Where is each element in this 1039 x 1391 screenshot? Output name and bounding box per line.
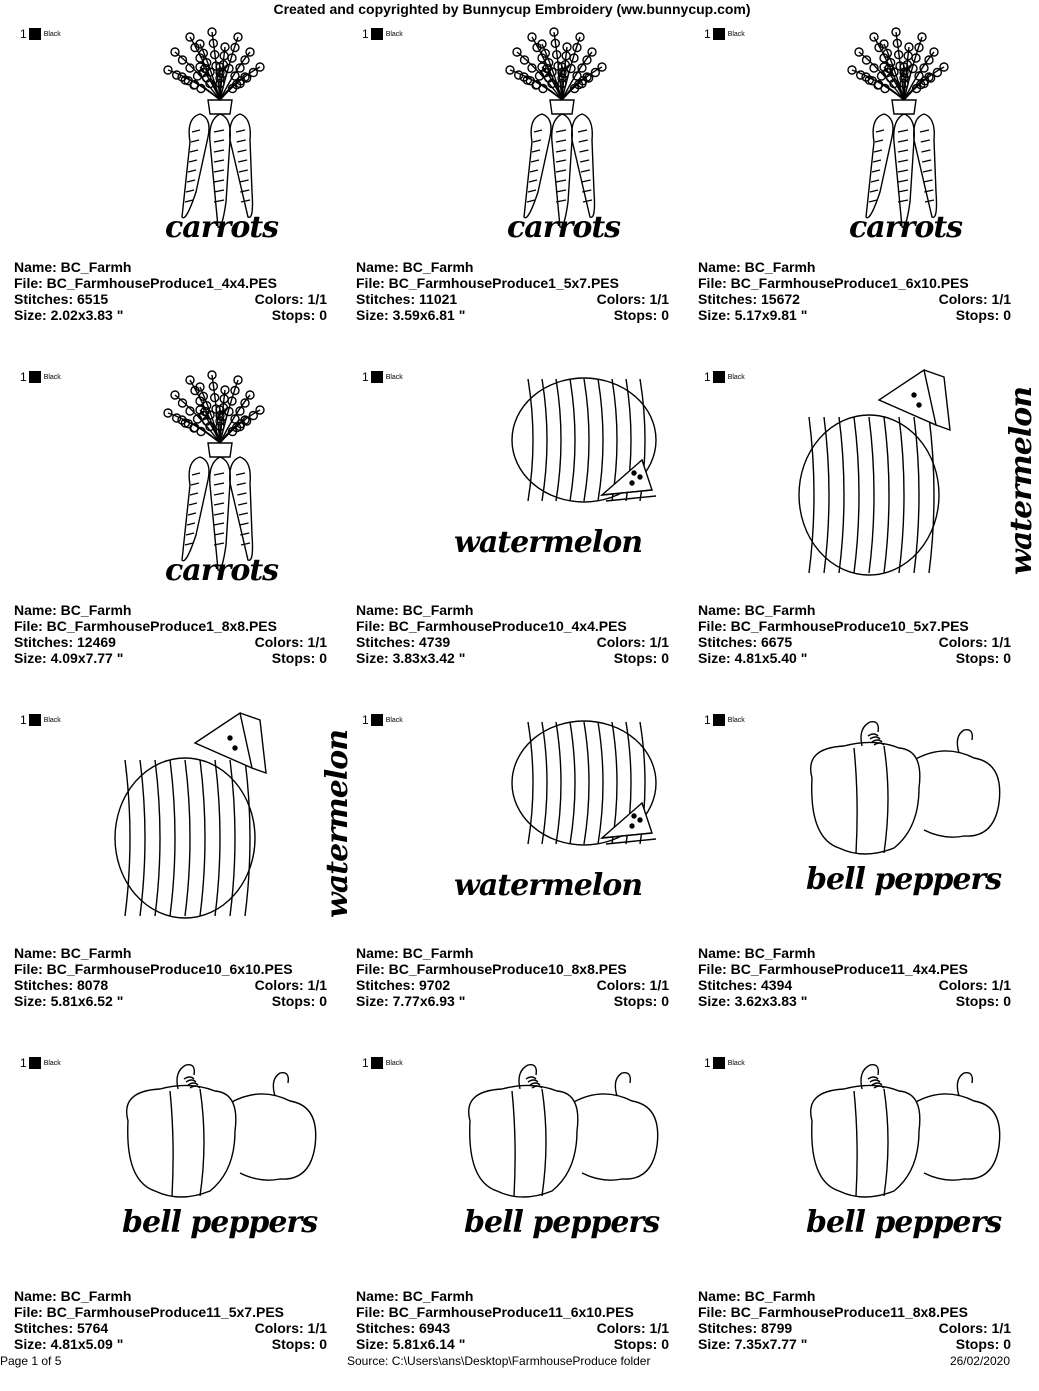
thread-color-name: Black	[43, 30, 61, 38]
thread-color-name: Black	[43, 1059, 61, 1067]
color-count: Colors: 1/1	[938, 1320, 1011, 1336]
design-size: Size: 3.59x6.81 "	[356, 307, 466, 323]
design-grid	[0, 22, 1039, 1352]
design-info	[698, 259, 1011, 323]
design-card	[684, 708, 1024, 1048]
thread-number: 1	[20, 27, 27, 41]
watermelon-h-illustration	[442, 708, 682, 938]
stitch-count: Stitches: 8078	[14, 977, 109, 993]
thread-color-tag	[362, 713, 403, 727]
design-card	[684, 365, 1039, 705]
peppers-illustration	[442, 1051, 682, 1281]
design-name: Name: BC_Farmh	[698, 1288, 816, 1304]
design-file: File: BC_FarmhouseProduce10_8x8.PES	[356, 961, 627, 977]
design-caption: bell peppers	[122, 1205, 318, 1240]
thread-number: 1	[704, 370, 711, 384]
design-size: Size: 7.77x6.93 "	[356, 993, 466, 1009]
design-caption: carrots	[165, 210, 279, 245]
design-info	[356, 602, 669, 666]
design-info	[14, 945, 327, 1009]
design-name: Name: BC_Farmh	[356, 602, 474, 618]
design-size: Size: 5.81x6.52 "	[14, 993, 124, 1009]
design-caption: watermelon	[1004, 386, 1039, 575]
thread-color-name: Black	[385, 373, 403, 381]
design-card	[684, 1051, 1024, 1391]
thread-number: 1	[362, 27, 369, 41]
color-swatch	[371, 1057, 383, 1069]
design-caption: bell peppers	[806, 1205, 1002, 1240]
source-path: Source: C:\Users\ans\Desktop\FarmhouseProduce folder	[347, 1354, 651, 1368]
color-count: Colors: 1/1	[254, 1320, 327, 1336]
color-count: Colors: 1/1	[938, 634, 1011, 650]
design-card	[342, 365, 682, 705]
design-caption: bell peppers	[464, 1205, 660, 1240]
design-caption: watermelon	[320, 729, 355, 918]
design-size: Size: 4.09x7.77 "	[14, 650, 124, 666]
thread-number: 1	[20, 1056, 27, 1070]
design-name: Name: BC_Farmh	[356, 1288, 474, 1304]
thread-number: 1	[704, 27, 711, 41]
thread-color-tag	[704, 713, 745, 727]
stitch-count: Stitches: 6943	[356, 1320, 451, 1336]
watermelon-v-illustration	[100, 708, 340, 938]
color-swatch	[29, 1057, 41, 1069]
design-card	[684, 22, 1024, 362]
design-size: Size: 5.17x9.81 "	[698, 307, 808, 323]
thread-number: 1	[362, 1056, 369, 1070]
color-swatch	[713, 28, 725, 40]
thread-color-tag	[20, 1056, 61, 1070]
design-file: File: BC_FarmhouseProduce11_8x8.PES	[698, 1304, 968, 1320]
design-name: Name: BC_Farmh	[698, 602, 816, 618]
design-name: Name: BC_Farmh	[698, 945, 816, 961]
print-date: 26/02/2020	[949, 1354, 1010, 1368]
color-count: Colors: 1/1	[938, 977, 1011, 993]
design-info	[698, 945, 1011, 1009]
color-swatch	[29, 714, 41, 726]
watermelon-v-illustration	[784, 365, 1024, 595]
stitch-count: Stitches: 11021	[356, 291, 458, 307]
design-name: Name: BC_Farmh	[14, 259, 132, 275]
design-card	[342, 1051, 682, 1391]
color-swatch	[713, 371, 725, 383]
color-count: Colors: 1/1	[596, 1320, 669, 1336]
design-name: Name: BC_Farmh	[698, 259, 816, 275]
peppers-illustration	[784, 1051, 1024, 1281]
stop-count: Stops: 0	[271, 307, 327, 323]
thread-color-name: Black	[727, 716, 745, 724]
page-number: Page 1 of 5	[0, 1354, 62, 1368]
stop-count: Stops: 0	[613, 993, 669, 1009]
thread-color-name: Black	[727, 373, 745, 381]
thread-number: 1	[20, 713, 27, 727]
design-caption: carrots	[849, 210, 963, 245]
design-name: Name: BC_Farmh	[14, 1288, 132, 1304]
color-swatch	[371, 28, 383, 40]
color-count: Colors: 1/1	[938, 291, 1011, 307]
design-name: Name: BC_Farmh	[14, 602, 132, 618]
design-size: Size: 4.81x5.09 "	[14, 1336, 124, 1352]
stitch-count: Stitches: 6675	[698, 634, 793, 650]
stop-count: Stops: 0	[271, 993, 327, 1009]
thread-color-name: Black	[385, 716, 403, 724]
design-info	[356, 945, 669, 1009]
design-file: File: BC_FarmhouseProduce1_6x10.PES	[698, 275, 969, 291]
design-caption: watermelon	[454, 868, 643, 903]
design-info	[14, 1288, 327, 1352]
design-size: Size: 2.02x3.83 "	[14, 307, 124, 323]
thread-color-name: Black	[727, 30, 745, 38]
stitch-count: Stitches: 12469	[14, 634, 116, 650]
color-count: Colors: 1/1	[254, 291, 327, 307]
design-file: File: BC_FarmhouseProduce10_6x10.PES	[14, 961, 293, 977]
design-name: Name: BC_Farmh	[356, 259, 474, 275]
color-swatch	[713, 1057, 725, 1069]
watermelon-h-illustration	[442, 365, 682, 595]
stitch-count: Stitches: 5764	[14, 1320, 109, 1336]
design-file: File: BC_FarmhouseProduce1_4x4.PES	[14, 275, 277, 291]
stitch-count: Stitches: 15672	[698, 291, 800, 307]
color-swatch	[371, 371, 383, 383]
thread-color-tag	[704, 370, 745, 384]
design-file: File: BC_FarmhouseProduce11_6x10.PES	[356, 1304, 634, 1320]
thread-color-tag	[362, 370, 403, 384]
design-file: File: BC_FarmhouseProduce11_5x7.PES	[14, 1304, 284, 1320]
thread-number: 1	[704, 713, 711, 727]
thread-color-tag	[20, 713, 61, 727]
stop-count: Stops: 0	[955, 307, 1011, 323]
thread-color-tag	[20, 370, 61, 384]
thread-number: 1	[362, 713, 369, 727]
design-size: Size: 4.81x5.40 "	[698, 650, 808, 666]
design-card	[0, 1051, 340, 1391]
design-caption: carrots	[165, 553, 279, 588]
stop-count: Stops: 0	[613, 650, 669, 666]
thread-number: 1	[704, 1056, 711, 1070]
color-count: Colors: 1/1	[596, 977, 669, 993]
design-file: File: BC_FarmhouseProduce1_5x7.PES	[356, 275, 619, 291]
stop-count: Stops: 0	[955, 1336, 1011, 1352]
stitch-count: Stitches: 8799	[698, 1320, 793, 1336]
design-file: File: BC_FarmhouseProduce1_8x8.PES	[14, 618, 277, 634]
color-swatch	[29, 371, 41, 383]
color-count: Colors: 1/1	[596, 291, 669, 307]
design-card	[0, 22, 340, 362]
stop-count: Stops: 0	[271, 1336, 327, 1352]
color-swatch	[713, 714, 725, 726]
stitch-count: Stitches: 4394	[698, 977, 793, 993]
design-file: File: BC_FarmhouseProduce10_5x7.PES	[698, 618, 969, 634]
thread-color-name: Black	[385, 1059, 403, 1067]
design-file: File: BC_FarmhouseProduce11_4x4.PES	[698, 961, 968, 977]
design-info	[14, 259, 327, 323]
thread-color-tag	[20, 27, 61, 41]
design-card	[342, 22, 682, 362]
thread-color-tag	[704, 27, 745, 41]
thread-number: 1	[362, 370, 369, 384]
design-size: Size: 7.35x7.77 "	[698, 1336, 808, 1352]
thread-color-name: Black	[727, 1059, 745, 1067]
design-size: Size: 5.81x6.14 "	[356, 1336, 466, 1352]
design-card	[0, 708, 355, 1048]
stitch-count: Stitches: 6515	[14, 291, 109, 307]
design-caption: watermelon	[454, 525, 643, 560]
design-card	[0, 365, 340, 705]
peppers-illustration	[784, 708, 1024, 938]
thread-color-name: Black	[43, 373, 61, 381]
design-info	[356, 259, 669, 323]
thread-color-name: Black	[385, 30, 403, 38]
stop-count: Stops: 0	[955, 993, 1011, 1009]
stop-count: Stops: 0	[955, 650, 1011, 666]
stop-count: Stops: 0	[271, 650, 327, 666]
stop-count: Stops: 0	[613, 1336, 669, 1352]
thread-color-tag	[704, 1056, 745, 1070]
design-caption: carrots	[507, 210, 621, 245]
design-caption: bell peppers	[806, 862, 1002, 897]
design-name: Name: BC_Farmh	[356, 945, 474, 961]
stitch-count: Stitches: 4739	[356, 634, 451, 650]
design-name: Name: BC_Farmh	[14, 945, 132, 961]
design-info	[698, 1288, 1011, 1352]
color-count: Colors: 1/1	[254, 634, 327, 650]
design-size: Size: 3.83x3.42 "	[356, 650, 466, 666]
thread-color-tag	[362, 27, 403, 41]
page-footer	[0, 1354, 1024, 1370]
stitch-count: Stitches: 9702	[356, 977, 451, 993]
color-swatch	[29, 28, 41, 40]
color-count: Colors: 1/1	[254, 977, 327, 993]
thread-color-name: Black	[43, 716, 61, 724]
page-header: Created and copyrighted by Bunnycup Embroidery (ww.bunnycup.com)	[273, 1, 751, 17]
design-card	[342, 708, 682, 1048]
peppers-illustration	[100, 1051, 340, 1281]
design-file: File: BC_FarmhouseProduce10_4x4.PES	[356, 618, 627, 634]
design-info	[14, 602, 327, 666]
thread-number: 1	[20, 370, 27, 384]
design-info	[698, 602, 1011, 666]
color-swatch	[371, 714, 383, 726]
stop-count: Stops: 0	[613, 307, 669, 323]
design-size: Size: 3.62x3.83 "	[698, 993, 808, 1009]
thread-color-tag	[362, 1056, 403, 1070]
color-count: Colors: 1/1	[596, 634, 669, 650]
design-info	[356, 1288, 669, 1352]
